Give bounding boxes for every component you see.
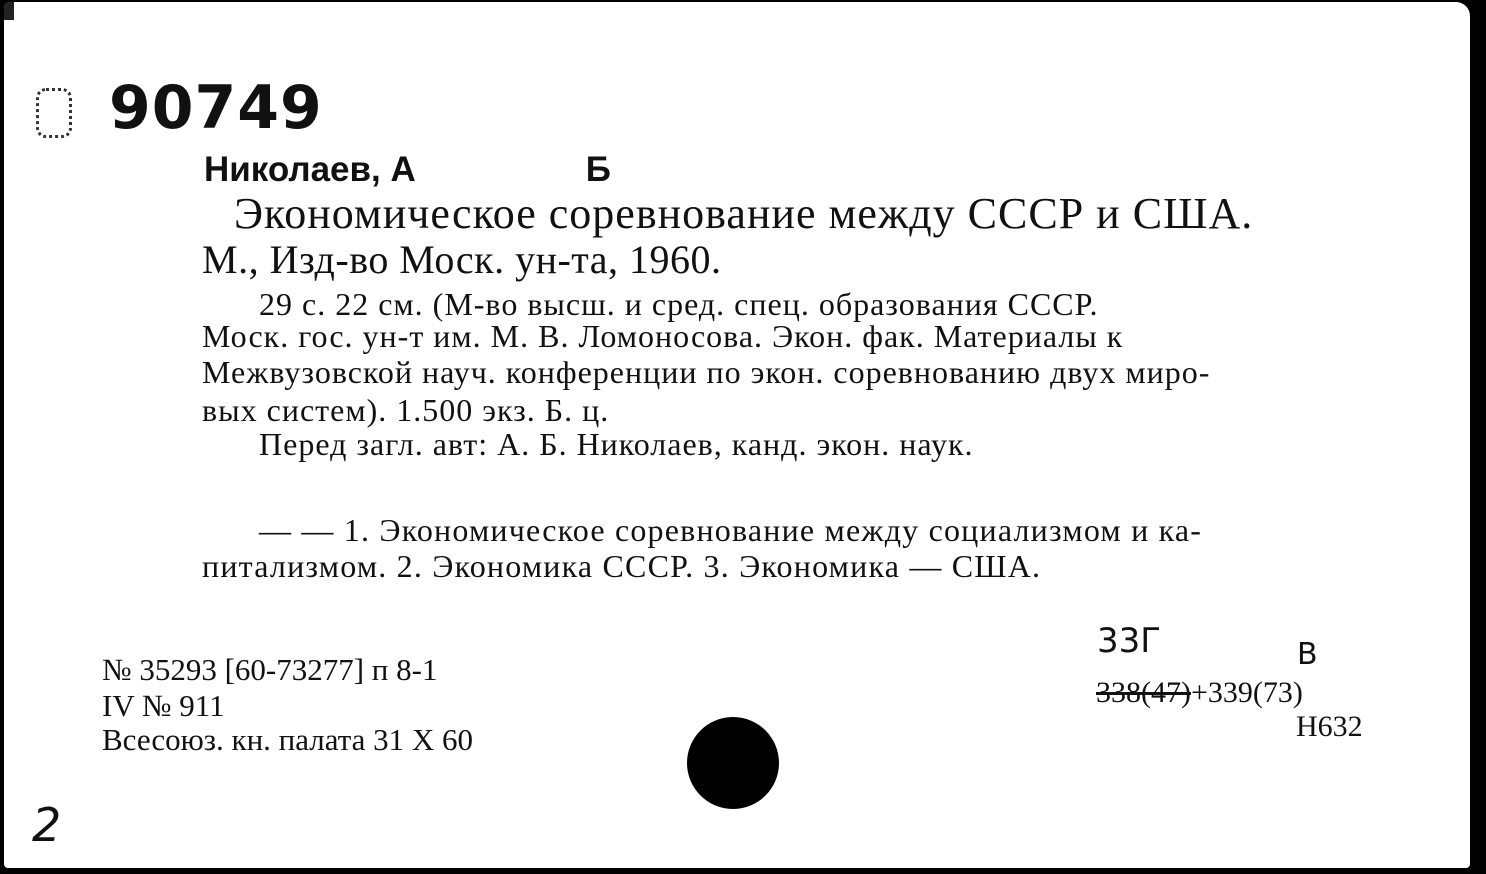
new-class: +339(73) xyxy=(1190,676,1303,709)
scan-mark xyxy=(36,88,72,138)
catalog-card xyxy=(4,2,1470,868)
corner-mark: 2 xyxy=(32,798,62,852)
subject-heading-line: — — 1. Экономическое соревнование между социализмом и ка- xyxy=(259,512,1203,548)
author-heading xyxy=(204,152,611,187)
description-line: вых систем). 1.500 экз. Б. ц. xyxy=(202,392,610,428)
author-surname: Николаев, А xyxy=(204,150,416,189)
description-line: Моск. гос. ун-т им. М. В. Ломоносова. Экон. фак. Материалы к xyxy=(202,318,1124,354)
chamber-stamp: Всесоюз. кн. палата 31 X 60 xyxy=(102,722,474,757)
title-line: Экономическое соревнование между СССР и США. xyxy=(234,189,1254,238)
cutter-number: Н632 xyxy=(1296,710,1363,743)
registry-number: № 35293 [60-73277] п 8-1 xyxy=(102,652,438,687)
description-line: Межвузовской науч. конференции по экон. соревнованию двух миро- xyxy=(202,354,1211,390)
imprint-line: М., Изд-во Моск. ун-та, 1960. xyxy=(202,237,722,282)
author-note: Перед загл. авт: А. Б. Николаев, канд. экон. наук. xyxy=(259,426,974,462)
old-class: 338(47) xyxy=(1096,676,1191,709)
handwritten-letter: В xyxy=(1297,637,1318,672)
punch-hole xyxy=(687,717,779,809)
registry-number: IV № 911 xyxy=(102,688,225,723)
card-number: 90749 xyxy=(109,73,323,143)
subject-heading-line: питализмом. 2. Экономика СССР. 3. Экономика — США. xyxy=(202,548,1042,584)
author-initial: Б xyxy=(585,150,611,189)
description-line: 29 с. 22 см. (М-во высш. и сред. спец. образования СССР. xyxy=(259,286,1099,322)
handwritten-class: 33Г xyxy=(1097,621,1161,661)
scan-mark xyxy=(4,2,14,20)
classification-index xyxy=(1096,678,1303,708)
